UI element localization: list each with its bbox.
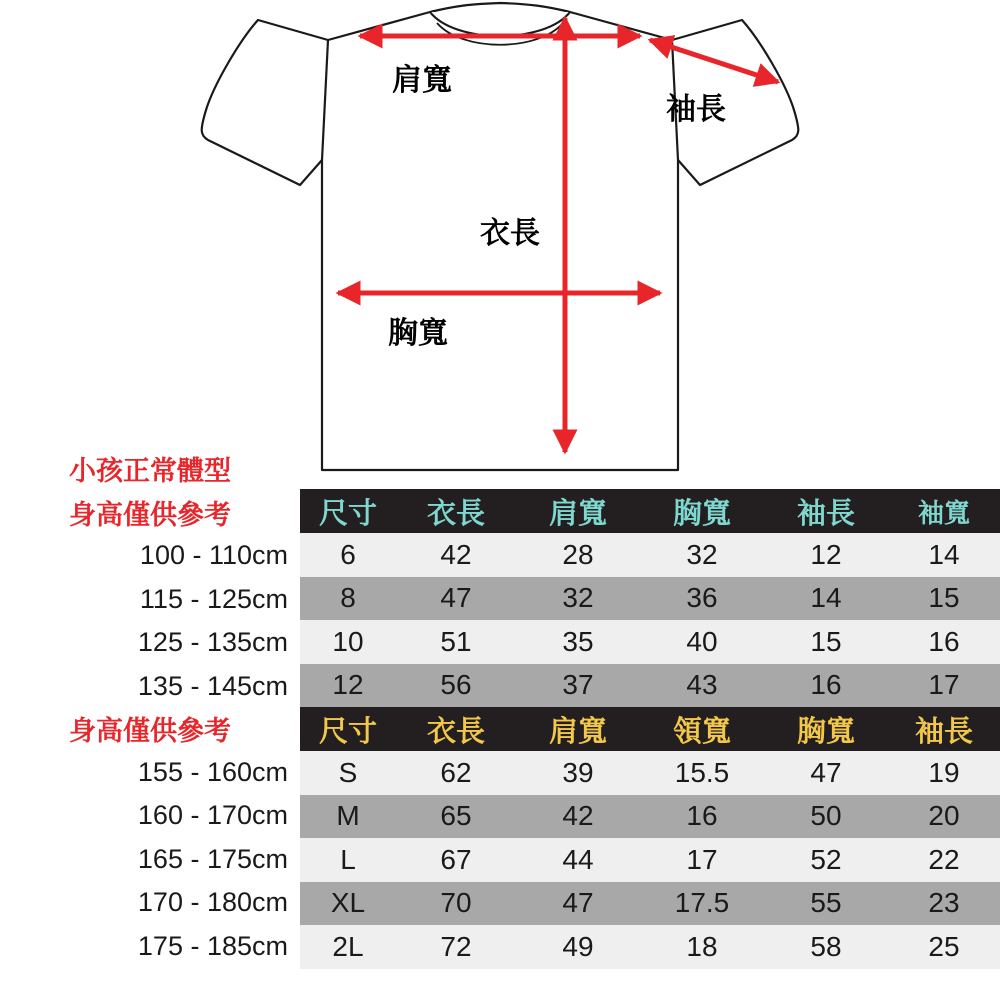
cell: 12 [300, 664, 396, 708]
cell: 14 [764, 577, 888, 621]
cell: 51 [396, 620, 516, 664]
table-row [300, 664, 1000, 708]
cell: 28 [516, 533, 640, 577]
kids-header-chest: 胸寬 [640, 489, 764, 533]
cell: 62 [396, 751, 516, 795]
label-body-length: 衣長 [480, 217, 540, 250]
cell: 39 [516, 751, 640, 795]
cell: 17.5 [640, 882, 764, 926]
cell: 47 [396, 577, 516, 621]
label-chest-width: 胸寬 [388, 317, 448, 350]
cell: 37 [516, 664, 640, 708]
cell: M [300, 795, 396, 839]
cell: 43 [640, 664, 764, 708]
cell: 36 [640, 577, 764, 621]
kids-height-column [0, 446, 300, 708]
cell: 16 [764, 664, 888, 708]
cell: 22 [888, 838, 1000, 882]
kids-table-header-row [300, 489, 1000, 533]
cell: 8 [300, 577, 396, 621]
cell: 50 [764, 795, 888, 839]
kids-header-shoulder: 肩寬 [516, 489, 640, 533]
table-row [300, 620, 1000, 664]
cell: 17 [640, 838, 764, 882]
cell: 35 [516, 620, 640, 664]
table-row [300, 795, 1000, 839]
cell: 32 [516, 577, 640, 621]
kids-header-size: 尺寸 [300, 489, 396, 533]
cell: 58 [764, 925, 888, 969]
cell: 56 [396, 664, 516, 708]
cell: XL [300, 882, 396, 926]
adult-height-1: 155 - 160cm [137, 756, 288, 787]
kids-header-length: 衣長 [396, 489, 516, 533]
table-row [300, 577, 1000, 621]
cell: L [300, 838, 396, 882]
adult-height-4: 170 - 180cm [137, 887, 288, 918]
cell: 44 [516, 838, 640, 882]
kids-header-sleeve-width: 袖寬 [888, 489, 1000, 533]
adult-header-size: 尺寸 [300, 707, 396, 751]
adult-header-shoulder: 肩寬 [516, 707, 640, 751]
cell: 20 [888, 795, 1000, 839]
kids-header-sleeve-length: 袖長 [764, 489, 888, 533]
kids-note-line2: 身高僅供參考 [69, 499, 231, 530]
kids-height-4: 135 - 145cm [137, 670, 288, 701]
cell: 16 [888, 620, 1000, 664]
cell: 42 [516, 795, 640, 839]
adult-height-3: 165 - 175cm [137, 843, 288, 874]
cell: 49 [516, 925, 640, 969]
table-row [300, 882, 1000, 926]
cell: 67 [396, 838, 516, 882]
cell: 10 [300, 620, 396, 664]
adult-height-5: 175 - 185cm [137, 930, 288, 961]
cell: 55 [764, 882, 888, 926]
table-row [300, 751, 1000, 795]
cell: 40 [640, 620, 764, 664]
adult-size-table [300, 707, 1000, 969]
label-sleeve-length: 袖長 [666, 93, 726, 126]
adult-height-2: 160 - 170cm [137, 800, 288, 831]
cell: 17 [888, 664, 1000, 708]
table-row [300, 533, 1000, 577]
adult-note-line1: 身高僅供參考 [69, 716, 231, 747]
cell: 16 [640, 795, 764, 839]
adult-header-length: 衣長 [396, 707, 516, 751]
cell: 72 [396, 925, 516, 969]
cell: 42 [396, 533, 516, 577]
cell: 47 [764, 751, 888, 795]
kids-size-table [300, 489, 1000, 707]
cell: 14 [888, 533, 1000, 577]
adult-table-header-row [300, 707, 1000, 751]
cell: 15 [764, 620, 888, 664]
adult-header-chest: 胸寬 [764, 707, 888, 751]
cell: 47 [516, 882, 640, 926]
table-row [300, 838, 1000, 882]
kids-height-1: 100 - 110cm [139, 540, 288, 571]
cell: 52 [764, 838, 888, 882]
cell: 6 [300, 533, 396, 577]
cell: 15 [888, 577, 1000, 621]
adult-header-sleeve-length: 袖長 [888, 707, 1000, 751]
kids-note-line1: 小孩正常體型 [69, 455, 231, 486]
label-shoulder-width: 肩寬 [392, 64, 452, 97]
cell: 65 [396, 795, 516, 839]
cell: S [300, 751, 396, 795]
kids-height-3: 125 - 135cm [137, 627, 288, 658]
cell: 23 [888, 882, 1000, 926]
cell: 12 [764, 533, 888, 577]
table-row [300, 925, 1000, 969]
kids-height-2: 115 - 125cm [139, 583, 288, 614]
cell: 2L [300, 925, 396, 969]
cell: 15.5 [640, 751, 764, 795]
cell: 32 [640, 533, 764, 577]
adult-height-column [0, 707, 300, 968]
cell: 25 [888, 925, 1000, 969]
cell: 18 [640, 925, 764, 969]
cell: 70 [396, 882, 516, 926]
cell: 19 [888, 751, 1000, 795]
adult-header-collar: 領寬 [640, 707, 764, 751]
